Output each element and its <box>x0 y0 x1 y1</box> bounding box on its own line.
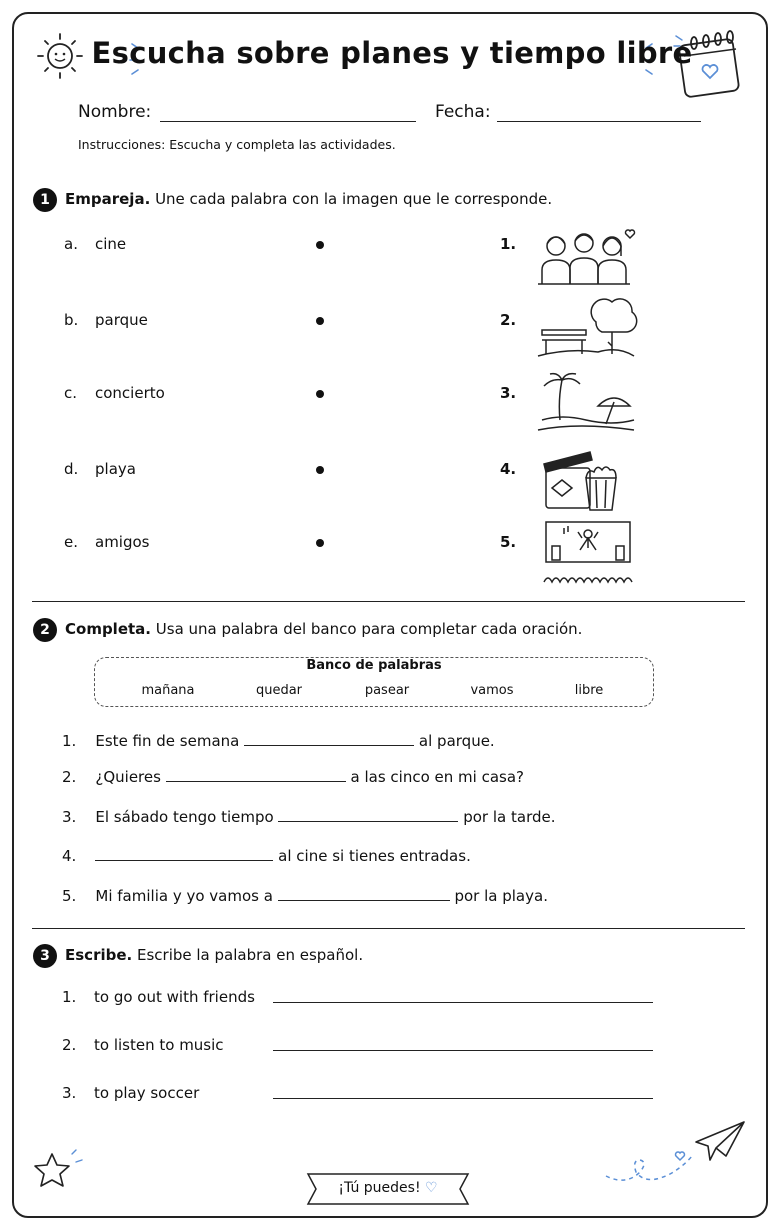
section-1-text: Une cada palabra con la imagen que le corresponde. <box>155 190 553 208</box>
match-dot[interactable] <box>316 317 324 325</box>
sentence-row <box>62 768 524 786</box>
paper-plane-icon <box>600 1118 750 1188</box>
section-1-number: 1 <box>33 188 57 212</box>
sentence-number: 1. <box>62 732 77 750</box>
section-2-number: 2 <box>33 618 57 642</box>
match-dot[interactable] <box>316 466 324 474</box>
match-word: parque <box>95 311 148 329</box>
word-bank-title: Banco de palabras <box>306 658 442 673</box>
sentence-blank[interactable] <box>166 769 346 782</box>
section-1-header <box>65 190 552 208</box>
match-word: concierto <box>95 384 165 402</box>
match-word: amigos <box>95 533 150 551</box>
write-answer-line[interactable] <box>273 1050 653 1051</box>
park-icon <box>538 296 638 362</box>
section-2-text: Usa una palabra del banco para completar cada oración. <box>155 620 583 638</box>
match-letter: a. <box>64 235 78 253</box>
sentence-after: al parque. <box>418 732 495 750</box>
bank-word: quedar <box>255 683 303 698</box>
section-1-title: Empareja. <box>65 190 151 208</box>
section-2-header <box>65 620 582 638</box>
section-divider-1 <box>32 601 745 602</box>
cinema-icon <box>540 444 624 514</box>
name-label: Nombre: <box>78 102 152 122</box>
sentence-blank[interactable] <box>278 888 450 901</box>
sentence-number: 5. <box>62 887 77 905</box>
image-number: 5. <box>500 533 517 551</box>
name-field[interactable] <box>160 121 416 122</box>
match-letter: e. <box>64 533 78 551</box>
date-label: Fecha: <box>435 102 491 122</box>
heart-icon: ♡ <box>425 1180 438 1196</box>
section-3-header <box>65 946 363 964</box>
sentence-row <box>62 808 556 826</box>
match-dot[interactable] <box>316 390 324 398</box>
sentence-number: 2. <box>62 768 77 786</box>
bank-word: pasear <box>364 683 410 698</box>
match-dot[interactable] <box>316 241 324 249</box>
write-item-text: to go out with friends <box>94 988 255 1006</box>
star-icon <box>32 1148 88 1196</box>
sentence-before: El sábado tengo tiempo <box>95 808 274 826</box>
sentence-after: al cine si tienes entradas. <box>278 847 471 865</box>
bank-word: vamos <box>470 683 514 698</box>
image-number: 3. <box>500 384 517 402</box>
concert-icon <box>544 520 636 586</box>
write-item-number: 1. <box>62 988 77 1006</box>
write-answer-line[interactable] <box>273 1002 653 1003</box>
encouragement-banner <box>306 1180 470 1196</box>
instructions: Instrucciones: Escucha y completa las actividades. <box>78 137 396 152</box>
match-word: playa <box>95 460 136 478</box>
beach-icon <box>538 372 638 434</box>
sentence-row <box>62 732 495 750</box>
image-number: 2. <box>500 311 517 329</box>
date-field[interactable] <box>497 121 701 122</box>
write-item-text: to play soccer <box>94 1084 200 1102</box>
sentence-after: por la tarde. <box>463 808 556 826</box>
sentence-before: ¿Quieres <box>95 768 161 786</box>
sentence-row <box>62 887 548 905</box>
sentence-row <box>62 847 471 865</box>
friends-icon <box>538 226 642 288</box>
section-3-number: 3 <box>33 944 57 968</box>
section-2-title: Completa. <box>65 620 151 638</box>
banner-text: ¡Tú puedes! <box>338 1180 421 1196</box>
match-word: cine <box>95 235 127 253</box>
section-3-title: Escribe. <box>65 946 133 964</box>
section-divider-2 <box>32 928 745 929</box>
section-3-text: Escribe la palabra en español. <box>137 946 364 964</box>
match-dot[interactable] <box>316 539 324 547</box>
image-number: 1. <box>500 235 517 253</box>
write-item-number: 3. <box>62 1084 77 1102</box>
sentence-blank[interactable] <box>95 848 273 861</box>
match-letter: b. <box>64 311 79 329</box>
bank-word: libre <box>574 683 604 698</box>
match-letter: d. <box>64 460 79 478</box>
page-title: Escucha sobre planes y tiempo libre <box>91 36 693 70</box>
sentence-number: 3. <box>62 808 77 826</box>
sentence-after: por la playa. <box>454 887 548 905</box>
match-letter: c. <box>64 384 78 402</box>
write-item-number: 2. <box>62 1036 77 1054</box>
bank-word: mañana <box>141 683 195 698</box>
sentence-number: 4. <box>62 847 77 865</box>
image-number: 4. <box>500 460 517 478</box>
sentence-blank[interactable] <box>244 733 414 746</box>
write-item-text: to listen to music <box>94 1036 224 1054</box>
sentence-blank[interactable] <box>278 809 458 822</box>
sentence-after: a las cinco en mi casa? <box>350 768 524 786</box>
sentence-before: Mi familia y yo vamos a <box>95 887 273 905</box>
write-answer-line[interactable] <box>273 1098 653 1099</box>
sentence-before: Este fin de semana <box>95 732 240 750</box>
